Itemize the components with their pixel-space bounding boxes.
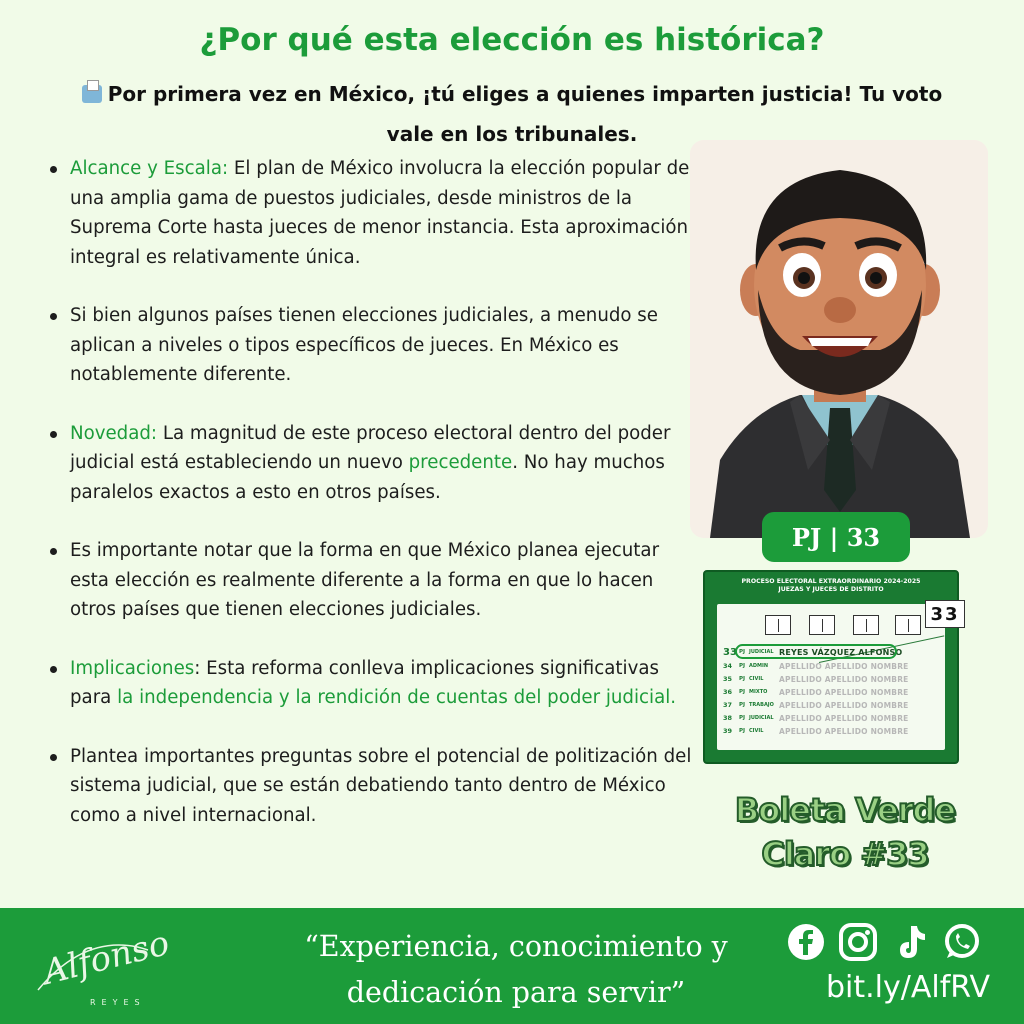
candidate-illustration — [690, 140, 988, 538]
ballot-body — [717, 604, 945, 750]
signature-sub: REYES — [90, 998, 146, 1007]
row-category: TRABAJO — [749, 702, 774, 708]
row-pj: PJ — [739, 676, 746, 682]
item-text: . No hay muchos paralelos exactos a esto en otros países. — [70, 452, 665, 503]
row-number: 38 — [723, 714, 733, 722]
row-number: 39 — [723, 727, 733, 735]
signature-logo — [28, 920, 174, 1012]
website-link[interactable]: bit.ly/AlfRV — [825, 970, 990, 1005]
row-name: APELLIDO APELLIDO NOMBRE — [779, 713, 909, 723]
subtitle-text: Por primera vez en México, ¡tú eliges a quienes imparten justicia! Tu voto vale en los tribunales. — [107, 82, 943, 146]
row-pj: PJ — [739, 663, 746, 669]
row-category: JUDICIAL — [749, 649, 774, 655]
pj-number-badge: PJ | 33 — [762, 512, 910, 562]
row-name: APELLIDO APELLIDO NOMBRE — [779, 700, 909, 710]
item-lead: Implicaciones — [70, 657, 195, 679]
ballot-row — [723, 673, 939, 685]
highlight-frame — [735, 644, 897, 659]
sample-ballot — [703, 570, 959, 764]
row-pj: PJ — [739, 702, 746, 708]
row-pj: PJ — [739, 728, 746, 734]
ballot-number-box: 33 — [925, 600, 965, 628]
ballot-box — [809, 615, 835, 635]
list-item — [44, 742, 694, 831]
social-links — [786, 922, 986, 966]
motto-quote — [276, 924, 756, 1016]
ballot-box — [765, 615, 791, 635]
candidate-portrait — [690, 140, 988, 538]
ballot-header-line: PROCESO ELECTORAL EXTRAORDINARIO 2024-2025 — [741, 578, 921, 585]
row-number: 33 — [723, 646, 737, 658]
row-category: CIVIL — [749, 676, 764, 682]
item-text: Es importante notar que la forma en que México planea ejecutar esta elección es realmente diferente a la forma en que lo hacen otros países que tienen elecciones judiciales. — [70, 540, 660, 620]
list-item — [44, 301, 694, 390]
item-text: El plan de México involucra la elección popular de una amplia gama de puestos judiciales, desde ministros de la Suprema Corte hasta jueces de menor instancia. Esta aproximación integral es relativamente única. — [70, 158, 690, 268]
item-text: Si bien algunos países tienen elecciones judiciales, a menudo se aplican a niveles o tipos específicos de jueces. En México es notablemente diferente. — [70, 305, 658, 385]
row-pj: PJ — [739, 715, 746, 721]
ballot-row — [723, 699, 939, 711]
row-name: APELLIDO APELLIDO NOMBRE — [779, 661, 909, 671]
item-highlight: la independencia y la rendición de cuentas del poder judicial. — [117, 687, 677, 708]
row-pj: PJ — [739, 689, 746, 695]
item-highlight: precedente — [408, 452, 513, 473]
quote-line: dedicación para servir” — [346, 976, 686, 1009]
row-pj: PJ — [739, 649, 746, 655]
row-number: 34 — [723, 662, 733, 670]
item-text: Plantea importantes preguntas sobre el potencial de politización del sistema judicial, que se están debatiendo tanto dentro de México como a nivel internacional. — [70, 745, 692, 826]
item-text: La magnitud de este proceso electoral dentro del poder judicial está estableciendo un nuevo — [70, 422, 671, 473]
boleta-verde-headline — [700, 788, 990, 876]
row-name: REYES VÁZQUEZ ALFONSO — [779, 647, 903, 657]
tiktok-icon[interactable] — [890, 922, 930, 962]
list-item — [44, 419, 694, 508]
signature-text: Alfonso — [39, 923, 174, 993]
item-lead: Alcance y Escala: — [70, 158, 229, 179]
ballot-row — [723, 660, 939, 672]
ballot-box-icon — [82, 85, 102, 103]
whatsapp-icon[interactable] — [942, 922, 982, 962]
row-category: MIXTO — [749, 689, 768, 695]
list-item — [44, 154, 694, 272]
item-text: : Esta reforma conlleva implicaciones significativas para — [70, 657, 659, 708]
row-number: 35 — [723, 675, 733, 683]
quote-line: “Experiencia, conocimiento y — [304, 930, 728, 963]
ballot-header-line: JUEZAS Y JUECES DE DISTRITO — [778, 586, 884, 593]
row-name: APELLIDO APELLIDO NOMBRE — [779, 726, 909, 736]
row-category: CIVIL — [749, 728, 764, 734]
row-number: 37 — [723, 701, 733, 709]
row-category: JUDICIAL — [749, 715, 774, 721]
row-name: APELLIDO APELLIDO NOMBRE — [779, 674, 909, 684]
list-item — [44, 654, 694, 713]
instagram-icon[interactable] — [838, 922, 878, 962]
bullet-list — [44, 154, 694, 859]
ballot-box — [895, 615, 921, 635]
list-item — [44, 536, 694, 625]
ballot-row — [723, 712, 939, 724]
page-title: ¿Por qué esta elección es histórica? — [199, 22, 825, 58]
footer — [0, 908, 1024, 1024]
ballot-box — [853, 615, 879, 635]
facebook-icon[interactable] — [786, 922, 826, 962]
ballot-row — [723, 646, 939, 658]
item-lead: Novedad: — [70, 422, 158, 444]
ballot-row — [723, 686, 939, 698]
row-category: ADMIN — [749, 663, 769, 669]
boleta-line: Boleta Verde — [734, 791, 956, 829]
row-number: 36 — [723, 688, 733, 696]
boleta-line: Claro #33 — [761, 835, 929, 873]
ballot-row — [723, 725, 939, 737]
ballot-header — [705, 578, 957, 594]
row-name: APELLIDO APELLIDO NOMBRE — [779, 687, 909, 697]
